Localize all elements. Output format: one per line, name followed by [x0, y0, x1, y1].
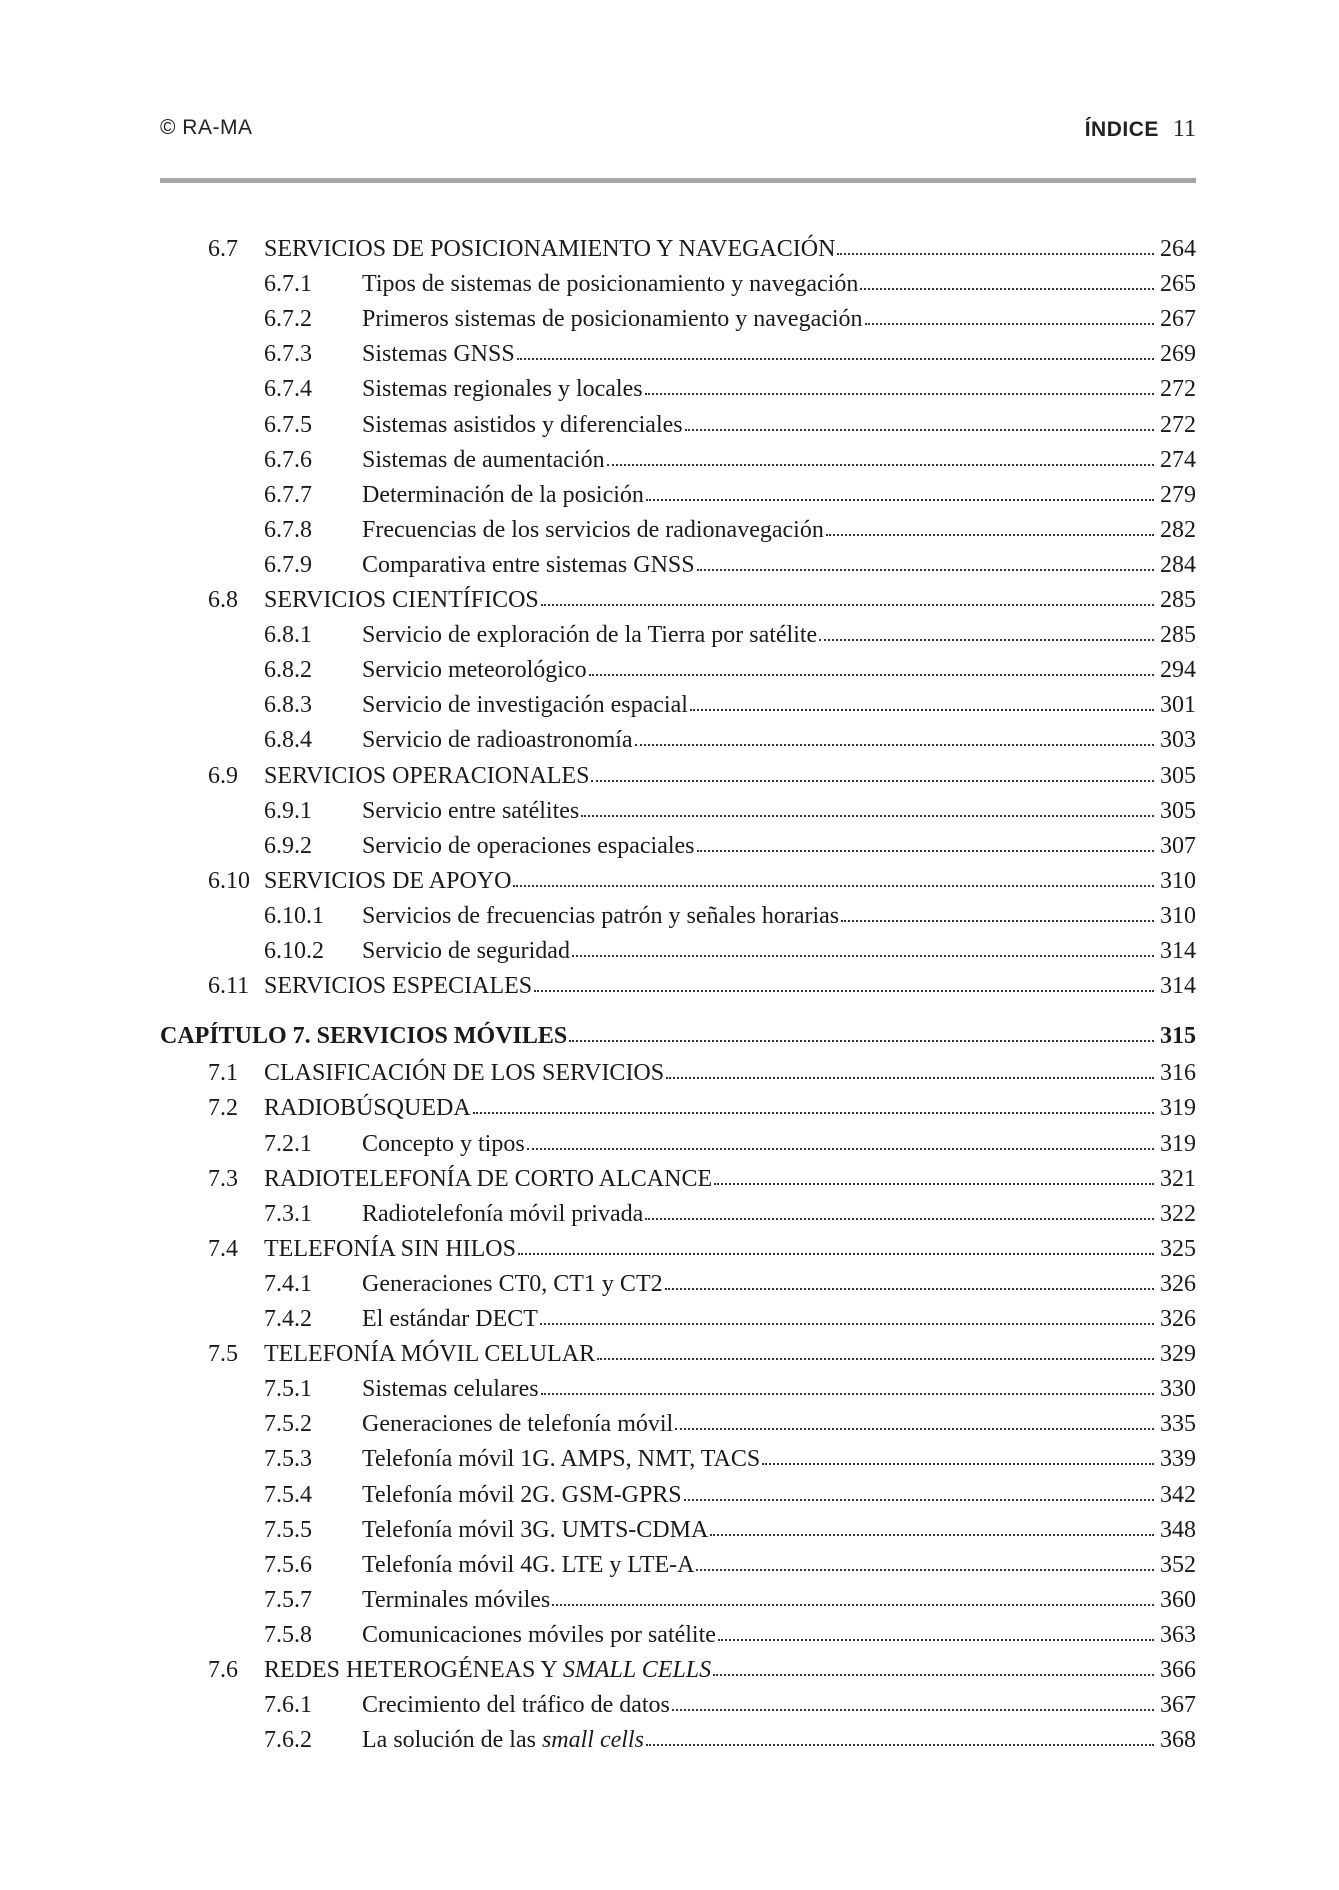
toc-entry-number: 7.5.3	[264, 1446, 312, 1473]
toc-entry-title	[264, 1337, 595, 1372]
toc-entry-page: 272	[1160, 376, 1196, 403]
toc-entry-page: 319	[1160, 1130, 1196, 1157]
toc-entry-page: 319	[1160, 1095, 1196, 1122]
toc-entry-title	[362, 1197, 643, 1232]
toc-entry-title-text: Comparativa entre sistemas GNSS	[362, 551, 695, 578]
toc-entry	[160, 1478, 1196, 1513]
section-title: ÍNDICE	[1084, 118, 1159, 141]
toc-entry	[160, 267, 1196, 302]
toc-entry-title-text: Sistemas GNSS	[362, 341, 515, 368]
toc-entry-title-text: Concepto y tipos	[362, 1130, 525, 1157]
dot-leader	[540, 1323, 1154, 1325]
toc-entry-title	[362, 337, 515, 372]
toc-entry-number: 6.10	[208, 867, 250, 894]
toc-entry	[160, 1723, 1196, 1758]
toc-entry-title	[264, 583, 539, 618]
dot-leader	[672, 1709, 1154, 1711]
toc-entry-page: 325	[1160, 1235, 1196, 1262]
toc-entry	[160, 548, 1196, 583]
toc-entry-title	[362, 372, 643, 407]
toc-entry-title-text: SERVICIOS DE APOYO	[264, 867, 512, 894]
toc-entry-title-italic: SMALL CELLS	[562, 1657, 712, 1683]
toc-entry-title-text: CAPÍTULO 7. SERVICIOS MÓVILES	[160, 1023, 568, 1050]
toc-entry	[160, 1267, 1196, 1302]
toc-entry-page: 305	[1160, 762, 1196, 789]
toc-entry-number: 7.6.2	[264, 1727, 312, 1754]
toc-entry-number: 7.3.1	[264, 1200, 312, 1227]
page-number: 11	[1172, 116, 1196, 142]
toc-entry-number: 6.8.4	[264, 727, 312, 754]
toc-entry-number: 7.4	[208, 1235, 238, 1262]
toc-entry	[160, 864, 1196, 899]
toc-entry-title-text: Frecuencias de los servicios de radionavegación	[362, 516, 824, 543]
dot-leader	[646, 499, 1154, 501]
toc-entry-title	[264, 1056, 664, 1091]
toc-entry-number: 6.8.2	[264, 657, 312, 684]
toc-entry-title	[362, 1583, 550, 1618]
toc-entry-title-text: SERVICIOS CIENTÍFICOS	[264, 587, 539, 613]
toc-entry-title-text: Servicio entre satélites	[362, 797, 580, 824]
toc-entry	[160, 1337, 1196, 1372]
toc-entry-title-text: TELEFONÍA MÓVIL CELULAR	[264, 1341, 596, 1368]
toc-entry-page: 310	[1160, 902, 1196, 929]
toc-entry-title	[264, 864, 511, 899]
toc-entry-number: 6.8	[208, 587, 238, 613]
toc-entry-page: 329	[1160, 1341, 1196, 1368]
toc-entry-title-text: Servicio meteorológico	[362, 657, 587, 684]
toc-entry-page: 339	[1160, 1446, 1196, 1473]
toc-entry-title	[362, 1372, 539, 1407]
toc-entry-number: 7.5.6	[264, 1551, 312, 1578]
toc-entry-title	[362, 267, 858, 302]
toc-entry-title	[362, 513, 824, 548]
toc-entry-title-text: Determinación de la posición	[362, 481, 644, 508]
dot-leader	[819, 639, 1154, 641]
toc-entry-page: 352	[1160, 1551, 1196, 1578]
toc-entry	[160, 618, 1196, 653]
toc-entry-page: 321	[1160, 1165, 1196, 1192]
toc-entry-page: 367	[1160, 1692, 1196, 1719]
toc-entry-number: 6.8.3	[264, 692, 312, 719]
toc-entry-title	[362, 794, 579, 829]
toc-entry-title-text: Servicio de exploración de la Tierra por satélite	[362, 622, 818, 649]
toc-entry-title	[362, 829, 695, 864]
toc-entry-number: 7.4.1	[264, 1270, 312, 1297]
dot-leader	[696, 1569, 1154, 1571]
toc-entry	[160, 1302, 1196, 1337]
toc-entry-number: 7.6	[208, 1657, 238, 1683]
toc-entry-number: 6.7.9	[264, 551, 312, 578]
toc-entry	[160, 408, 1196, 443]
toc-entry-number: 6.7.2	[264, 306, 312, 333]
toc-entry-title-text: El estándar DECT	[362, 1306, 538, 1332]
toc-entry-title	[362, 653, 587, 688]
dot-leader	[581, 815, 1154, 817]
toc-entry-title	[362, 1723, 644, 1758]
toc-entry	[160, 443, 1196, 478]
dot-leader	[597, 1358, 1154, 1360]
dot-leader	[527, 1148, 1154, 1150]
toc-entry-title-text: CLASIFICACIÓN DE LOS SERVICIOS	[264, 1060, 665, 1087]
toc-entry-number: 7.2.1	[264, 1130, 312, 1157]
dot-leader	[517, 358, 1154, 360]
toc-entry-page: 360	[1160, 1586, 1196, 1613]
toc-entry-title-text: Telefonía móvil 2G. GSM-GPRS	[362, 1481, 682, 1508]
toc-entry-title-text: TELEFONÍA SIN HILOS	[264, 1235, 516, 1262]
toc-entry-title-text: SERVICIOS DE POSICIONAMIENTO Y NAVEGACIÓN	[264, 236, 836, 262]
toc-entry-number: 7.5.5	[264, 1516, 312, 1543]
dot-leader	[865, 323, 1154, 325]
dot-leader	[690, 709, 1154, 711]
toc-entry	[160, 1197, 1196, 1232]
toc-entry-title-text: Telefonía móvil 1G. AMPS, NMT, TACS	[362, 1446, 761, 1473]
toc-entry	[160, 337, 1196, 372]
dot-leader	[572, 955, 1154, 957]
toc-entry-page: 335	[1160, 1411, 1196, 1438]
toc-entry	[160, 653, 1196, 688]
toc-entry	[160, 302, 1196, 337]
toc-entry	[160, 1162, 1196, 1197]
dot-leader	[645, 393, 1154, 395]
toc-entry-title-text: Comunicaciones móviles por satélite	[362, 1621, 716, 1648]
toc-entry	[160, 829, 1196, 864]
toc-entry	[160, 513, 1196, 548]
toc-entry-page: 264	[1160, 236, 1196, 262]
toc-entry-page: 305	[1160, 797, 1196, 824]
toc-entry-number: 6.7.3	[264, 341, 312, 368]
toc-entry-title	[264, 1091, 471, 1126]
toc-entry-number: 7.6.1	[264, 1692, 312, 1719]
toc-entry-number: 7.5.8	[264, 1621, 312, 1648]
toc-entry-title	[362, 478, 644, 513]
toc-entry-page: 301	[1160, 692, 1196, 719]
toc-entry-title-text: Generaciones CT0, CT1 y CT2	[362, 1270, 663, 1297]
toc-entry-page: 265	[1160, 271, 1196, 298]
toc-entry-number: 6.7.5	[264, 411, 312, 438]
toc-entry-number: 6.9	[208, 762, 238, 789]
toc-entry-page: 285	[1160, 622, 1196, 649]
toc-entry-title	[362, 934, 570, 969]
toc-entry-title	[362, 688, 688, 723]
toc-entry-number: 7.5.2	[264, 1411, 312, 1438]
toc-entry-title	[362, 1548, 694, 1583]
toc-entry-title-text: Servicio de seguridad	[362, 938, 570, 964]
toc-entry	[160, 1091, 1196, 1126]
toc-entry-number: 6.9.1	[264, 797, 312, 824]
toc-entry-title-text: Telefonía móvil 3G. UMTS-CDMA	[362, 1516, 709, 1543]
toc-chapter-entry	[160, 1019, 1196, 1054]
toc-entry-number: 6.7	[208, 236, 238, 262]
toc-entry	[160, 232, 1196, 267]
toc-entry-title	[362, 1407, 673, 1442]
toc-entry-title	[264, 1162, 712, 1197]
toc-entry-number: 6.7.7	[264, 481, 312, 508]
toc-entry-page: 366	[1160, 1657, 1196, 1683]
header-rule	[160, 178, 1196, 183]
toc-entry-number: 6.7.1	[264, 271, 312, 298]
toc-entry-title	[362, 1302, 538, 1337]
dot-leader	[714, 1183, 1154, 1185]
toc-entry-page: 310	[1160, 867, 1196, 894]
toc-entry-page: 307	[1160, 832, 1196, 859]
toc-entry-page: 326	[1160, 1270, 1196, 1297]
toc-entry-title-text: Sistemas regionales y locales	[362, 376, 643, 403]
toc-entry-title-text: RADIOTELEFONÍA DE CORTO ALCANCE	[264, 1165, 713, 1192]
toc-entry-page: 342	[1160, 1481, 1196, 1508]
page-header	[160, 116, 1196, 150]
toc-entry	[160, 1618, 1196, 1653]
toc-entry	[160, 1688, 1196, 1723]
toc-entry-title	[264, 1232, 516, 1267]
toc-entry-page: 315	[1160, 1023, 1196, 1050]
toc-entry-title-text: Servicio de radioastronomía	[362, 727, 633, 754]
toc-entry-title	[362, 1478, 682, 1513]
dot-leader	[569, 1040, 1154, 1042]
toc-entry-title-text: Sistemas asistidos y diferenciales	[362, 411, 683, 438]
dot-leader	[589, 674, 1154, 676]
toc-entry-page: 272	[1160, 411, 1196, 438]
toc-entry-title-text: SERVICIOS ESPECIALES	[264, 973, 533, 1000]
toc-entry-page: 267	[1160, 306, 1196, 333]
dot-leader	[665, 1288, 1154, 1290]
toc-entry	[160, 688, 1196, 723]
toc-entry-number: 6.7.4	[264, 376, 312, 403]
toc-entry-title-text: Servicios de frecuencias patrón y señales horarias	[362, 902, 840, 929]
dot-leader	[826, 534, 1154, 536]
toc-entry-number: 7.1	[208, 1060, 238, 1087]
toc-entry-title	[362, 1442, 760, 1477]
dot-leader	[552, 1604, 1154, 1606]
toc-entry-page: 363	[1160, 1621, 1196, 1648]
toc-entry-number: 7.4.2	[264, 1306, 312, 1332]
toc-entry-number: 7.5	[208, 1341, 238, 1368]
toc-entry-title-text: Radiotelefonía móvil privada	[362, 1200, 644, 1227]
toc-entry-page: 314	[1160, 973, 1196, 1000]
dot-leader	[635, 744, 1154, 746]
toc-entry-page: 282	[1160, 516, 1196, 543]
toc-entry	[160, 899, 1196, 934]
toc-entry-number: 6.7.6	[264, 446, 312, 473]
toc-entry-page: 294	[1160, 657, 1196, 684]
toc-entry	[160, 478, 1196, 513]
dot-leader	[591, 780, 1154, 782]
publisher-label: © RA-MA	[160, 116, 253, 139]
toc-entry-title-text: Sistemas de aumentación	[362, 446, 605, 473]
toc-entry-number: 7.5.1	[264, 1376, 312, 1403]
toc-entry-title-text: SERVICIOS OPERACIONALES	[264, 762, 590, 789]
toc-entry-number: 7.3	[208, 1165, 238, 1192]
toc-entry-title-text: La solución de las	[362, 1727, 542, 1754]
dot-leader	[518, 1253, 1154, 1255]
toc-entry	[160, 1127, 1196, 1162]
toc-entry	[160, 1056, 1196, 1091]
toc-entry	[160, 1583, 1196, 1618]
toc-entry-title-text: Servicio de investigación espacial	[362, 692, 688, 719]
toc-entry-title	[362, 1267, 663, 1302]
toc-entry-title	[362, 443, 605, 478]
toc-entry-page: 269	[1160, 341, 1196, 368]
toc-entry-title-italic: small cells	[541, 1727, 644, 1754]
toc-entry-title-text: Tipos de sistemas de posicionamiento y navegación	[362, 271, 859, 298]
toc-entry-page: 330	[1160, 1376, 1196, 1403]
dot-leader	[762, 1463, 1154, 1465]
toc-entry-title-text: Telefonía móvil 4G. LTE y LTE-A	[362, 1551, 695, 1578]
dot-leader	[473, 1112, 1154, 1114]
toc-entry-number: 6.10.2	[264, 938, 324, 964]
toc-entry-page: 348	[1160, 1516, 1196, 1543]
toc-entry-title	[362, 548, 695, 583]
toc-entry-page: 274	[1160, 446, 1196, 473]
dot-leader	[607, 464, 1154, 466]
toc-entry-title	[362, 408, 683, 443]
toc-entry-page: 314	[1160, 938, 1196, 964]
toc-entry	[160, 583, 1196, 618]
dot-leader	[513, 885, 1154, 887]
toc-entry-number: 6.7.8	[264, 516, 312, 543]
toc-entry	[160, 934, 1196, 969]
toc-entry-page: 316	[1160, 1060, 1196, 1087]
dot-leader	[675, 1428, 1154, 1430]
toc-entry-title-text: Generaciones de telefonía móvil	[362, 1411, 674, 1438]
dot-leader	[697, 850, 1154, 852]
toc-entry-title-text: Servicio de operaciones espaciales	[362, 832, 695, 859]
toc-entry-title	[362, 1688, 670, 1723]
toc-entry	[160, 1407, 1196, 1442]
toc-entry-title	[264, 1653, 711, 1688]
toc-entry-page: 368	[1160, 1727, 1196, 1754]
dot-leader	[685, 429, 1154, 431]
toc-entry	[160, 1232, 1196, 1267]
toc-entry-number: 6.8.1	[264, 622, 312, 649]
running-head	[1085, 116, 1196, 143]
toc-entry	[160, 1653, 1196, 1688]
toc-entry-title-text: Crecimiento del tráfico de datos	[362, 1692, 670, 1719]
toc-entry-title-text: REDES HETEROGÉNEAS Y	[264, 1657, 563, 1683]
dot-leader	[837, 253, 1154, 255]
toc-entry-number: 7.5.4	[264, 1481, 312, 1508]
toc-entry	[160, 1372, 1196, 1407]
toc-entry	[160, 1548, 1196, 1583]
toc-entry	[160, 723, 1196, 758]
toc-entry	[160, 759, 1196, 794]
toc-entry	[160, 372, 1196, 407]
toc-entry-page: 285	[1160, 587, 1196, 613]
toc-entry-number: 7.5.7	[264, 1586, 312, 1613]
dot-leader	[541, 604, 1154, 606]
toc-entry-title	[362, 723, 633, 758]
toc-entry-number: 7.2	[208, 1095, 238, 1122]
toc-entry	[160, 794, 1196, 829]
toc-entry-page: 326	[1160, 1306, 1196, 1332]
toc-entry-number: 6.10.1	[264, 902, 324, 929]
toc-entry-title	[264, 759, 589, 794]
toc-entry-page: 284	[1160, 551, 1196, 578]
toc-entry-number: 6.9.2	[264, 832, 312, 859]
toc-entry-title	[160, 1019, 567, 1054]
dot-leader	[710, 1534, 1154, 1536]
dot-leader	[841, 920, 1154, 922]
toc-entry-title	[264, 969, 532, 1004]
toc-entry	[160, 1442, 1196, 1477]
dot-leader	[684, 1499, 1154, 1501]
dot-leader	[713, 1674, 1154, 1676]
dot-leader	[534, 990, 1154, 992]
toc-entry-title	[362, 1513, 708, 1548]
dot-leader	[718, 1639, 1154, 1641]
toc-entry-title	[362, 618, 817, 653]
toc-entry-page: 303	[1160, 727, 1196, 754]
toc-entry	[160, 969, 1196, 1004]
dot-leader	[860, 288, 1154, 290]
toc-entry-title	[362, 899, 839, 934]
toc-entry-title	[264, 232, 835, 267]
toc-entry-title-text: Sistemas celulares	[362, 1376, 539, 1403]
toc-entry-page: 322	[1160, 1200, 1196, 1227]
toc-entry-title	[362, 1618, 716, 1653]
toc-entry-number: 6.11	[208, 973, 250, 1000]
dot-leader	[541, 1393, 1154, 1395]
dot-leader	[645, 1218, 1154, 1220]
dot-leader	[697, 569, 1154, 571]
dot-leader	[666, 1077, 1154, 1079]
toc-entry-title-text: RADIOBÚSQUEDA	[264, 1095, 471, 1122]
toc-entry-title	[362, 302, 863, 337]
toc-entry	[160, 1513, 1196, 1548]
toc-entry-title-text: Terminales móviles	[362, 1586, 551, 1613]
dot-leader	[646, 1744, 1154, 1746]
toc-entry-title-text: Primeros sistemas de posicionamiento y navegación	[362, 306, 863, 333]
toc-entry-page: 279	[1160, 481, 1196, 508]
toc-entry-title	[362, 1127, 525, 1162]
